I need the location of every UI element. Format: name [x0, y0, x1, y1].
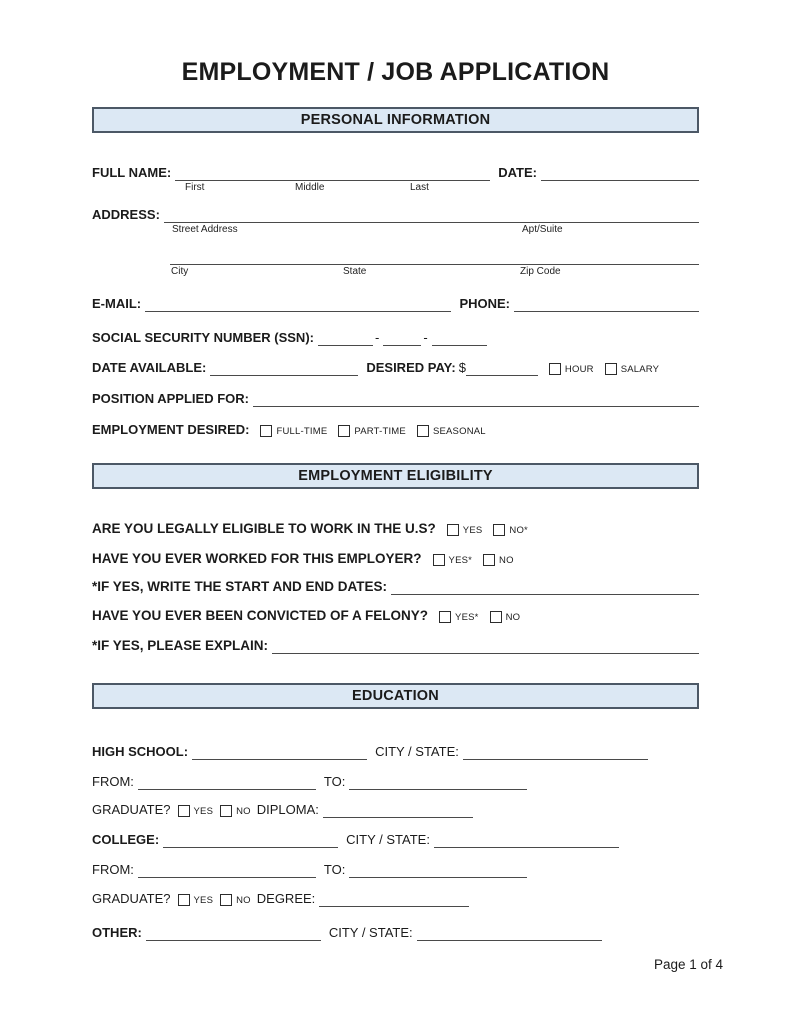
hour-checkbox-icon[interactable]: [549, 363, 561, 375]
worked-no-checkbox-label: NO: [499, 555, 514, 566]
employment-desired-row: [92, 421, 699, 438]
felony-no-checkbox-icon[interactable]: [490, 611, 502, 623]
diploma-input-line[interactable]: [323, 804, 473, 818]
high-school-name-input-line[interactable]: [192, 746, 367, 760]
felony-question-row: [92, 607, 699, 624]
other-education-name-input-line[interactable]: [146, 927, 321, 941]
high-school-graduate-no-checkbox-label: NO: [236, 806, 251, 817]
start-end-dates-input-line[interactable]: [391, 581, 699, 595]
worked-before-question-row: [92, 550, 699, 567]
college-from-input-line[interactable]: [138, 864, 316, 878]
last-name-sublabel: Last: [410, 182, 429, 193]
part-time-checkbox-label: PART-TIME: [354, 426, 406, 437]
college-name-input-line[interactable]: [163, 834, 338, 848]
high-school-label: HIGH SCHOOL:: [92, 744, 189, 759]
section-header-education: EDUCATION: [92, 683, 699, 709]
salary-checkbox-icon[interactable]: [605, 363, 617, 375]
address-label: ADDRESS:: [92, 207, 160, 222]
eligible-to-work-question: ARE YOU LEGALLY ELIGIBLE TO WORK IN THE U.S?: [92, 521, 436, 536]
street-address-sublabel: Street Address: [172, 224, 238, 235]
college-to-input-line[interactable]: [349, 864, 527, 878]
apt-suite-sublabel: Apt/Suite: [522, 224, 563, 235]
college-graduate-no-checkbox[interactable]: [220, 894, 251, 907]
seasonal-checkbox[interactable]: [417, 425, 486, 438]
address-sublabels-row: [92, 223, 699, 236]
college-dates-row: [92, 861, 699, 878]
diploma-label: DIPLOMA:: [256, 802, 319, 817]
college-graduate-yes-checkbox-icon[interactable]: [178, 894, 190, 906]
ssn-part1-input-line[interactable]: [318, 332, 373, 346]
part-time-checkbox[interactable]: [338, 425, 406, 438]
other-city-state-input-line[interactable]: [417, 927, 602, 941]
college-graduate-no-checkbox-label: NO: [236, 895, 251, 906]
other-city-state-label: CITY / STATE:: [328, 925, 413, 940]
ssn-part2-input-line[interactable]: [383, 332, 421, 346]
full-time-checkbox-icon[interactable]: [260, 425, 272, 437]
salary-checkbox[interactable]: [605, 363, 660, 376]
college-city-state-label: CITY / STATE:: [346, 832, 430, 847]
zip-code-sublabel: Zip Code: [520, 266, 561, 277]
felony-explain-input-line[interactable]: [272, 640, 699, 654]
felony-explain-label: *IF YES, PLEASE EXPLAIN:: [92, 638, 269, 653]
phone-input-line[interactable]: [514, 298, 699, 312]
eligible-no-checkbox-icon[interactable]: [493, 524, 505, 536]
worked-before-question: HAVE YOU EVER WORKED FOR THIS EMPLOYER?: [92, 551, 422, 566]
high-school-row: [92, 743, 699, 760]
date-input-line[interactable]: [541, 167, 699, 181]
college-graduate-label: GRADUATE?: [92, 891, 171, 906]
phone-label: PHONE:: [459, 296, 510, 311]
felony-yes-checkbox[interactable]: [439, 611, 479, 624]
start-end-dates-label: *IF YES, WRITE THE START AND END DATES:: [92, 579, 388, 594]
street-address-input-line[interactable]: [164, 209, 699, 223]
date-available-pay-row: [92, 359, 699, 376]
email-input-line[interactable]: [145, 298, 451, 312]
page-number: Page 1 of 4: [653, 957, 723, 972]
ssn-dash-2: -: [423, 330, 428, 345]
date-available-input-line[interactable]: [210, 362, 358, 376]
full-name-input-line[interactable]: [175, 167, 490, 181]
college-row: [92, 831, 699, 848]
position-applied-label: POSITION APPLIED FOR:: [92, 391, 249, 406]
eligible-yes-checkbox-label: YES: [462, 525, 483, 536]
college-label: COLLEGE:: [92, 832, 160, 847]
desired-pay-input-line[interactable]: [466, 362, 538, 376]
worked-yes-checkbox-label: YES*: [448, 555, 473, 566]
college-graduate-row: [92, 890, 699, 907]
eligible-no-checkbox[interactable]: [493, 524, 528, 537]
section-header-employment-eligibility: EMPLOYMENT ELIGIBILITY: [92, 463, 699, 489]
felony-explain-row: [92, 637, 699, 654]
felony-no-checkbox[interactable]: [490, 611, 521, 624]
city-state-zip-sublabels-row: [92, 265, 699, 278]
section-header-personal-information: PERSONAL INFORMATION: [92, 107, 699, 133]
college-graduate-yes-checkbox[interactable]: [178, 894, 214, 907]
dollar-sign: $: [458, 360, 466, 375]
position-applied-input-line[interactable]: [253, 393, 699, 407]
date-label: DATE:: [498, 165, 537, 180]
position-applied-row: [92, 390, 699, 407]
degree-label: DEGREE:: [256, 891, 316, 906]
eligible-no-checkbox-label: NO*: [509, 525, 528, 536]
high-school-graduate-yes-checkbox-label: YES: [193, 806, 214, 817]
worked-no-checkbox-icon[interactable]: [483, 554, 495, 566]
high-school-graduate-no-checkbox-icon[interactable]: [220, 805, 232, 817]
hour-checkbox[interactable]: [549, 363, 594, 376]
ssn-part3-input-line[interactable]: [432, 332, 487, 346]
email-phone-row: [92, 295, 699, 312]
high-school-from-input-line[interactable]: [138, 776, 316, 790]
high-school-graduate-row: [92, 801, 699, 818]
email-label: E-MAIL:: [92, 296, 142, 311]
full-name-label: FULL NAME:: [92, 165, 172, 180]
full-time-checkbox[interactable]: [260, 425, 327, 438]
hour-checkbox-label: HOUR: [564, 364, 594, 375]
seasonal-checkbox-label: SEASONAL: [432, 426, 486, 437]
high-school-graduate-yes-checkbox[interactable]: [178, 805, 214, 818]
high-school-city-state-label: CITY / STATE:: [375, 744, 459, 759]
felony-yes-checkbox-label: YES*: [455, 612, 479, 623]
other-education-label: OTHER:: [92, 925, 142, 940]
salary-checkbox-label: SALARY: [620, 364, 660, 375]
ssn-dash-1: -: [374, 330, 380, 345]
full-name-row: [92, 164, 699, 181]
college-from-label: FROM:: [92, 862, 134, 877]
degree-input-line[interactable]: [319, 893, 469, 907]
employment-desired-label: EMPLOYMENT DESIRED:: [92, 422, 250, 437]
worked-yes-checkbox[interactable]: [433, 554, 473, 567]
form-content: [92, 0, 699, 941]
college-city-state-input-line[interactable]: [434, 834, 619, 848]
high-school-to-label: TO:: [323, 774, 346, 789]
high-school-graduate-label: GRADUATE?: [92, 802, 171, 817]
high-school-graduate-yes-checkbox-icon[interactable]: [178, 805, 190, 817]
felony-no-checkbox-label: NO: [505, 612, 521, 623]
high-school-from-label: FROM:: [92, 774, 134, 789]
city-sublabel: City: [171, 266, 189, 277]
ssn-row: [92, 329, 699, 346]
high-school-to-input-line[interactable]: [349, 776, 527, 790]
felony-question: HAVE YOU EVER BEEN CONVICTED OF A FELONY?: [92, 608, 429, 623]
ssn-label: SOCIAL SECURITY NUMBER (SSN):: [92, 330, 314, 345]
eligible-yes-checkbox[interactable]: [447, 524, 483, 537]
city-state-zip-row: [92, 248, 699, 265]
city-state-zip-input-line[interactable]: [170, 251, 699, 265]
page-title: EMPLOYMENT / JOB APPLICATION: [181, 58, 610, 86]
start-end-dates-row: [92, 578, 699, 595]
middle-name-sublabel: Middle: [295, 182, 325, 193]
name-sublabels-row: [92, 181, 699, 194]
seasonal-checkbox-icon[interactable]: [417, 425, 429, 437]
college-graduate-no-checkbox-icon[interactable]: [220, 894, 232, 906]
desired-pay-label: DESIRED PAY:: [366, 360, 456, 375]
high-school-city-state-input-line[interactable]: [463, 746, 648, 760]
part-time-checkbox-icon[interactable]: [338, 425, 350, 437]
worked-no-checkbox[interactable]: [483, 554, 514, 567]
full-time-checkbox-label: FULL-TIME: [276, 426, 328, 437]
worked-yes-checkbox-icon[interactable]: [433, 554, 445, 566]
other-education-row: [92, 924, 699, 941]
high-school-dates-row: [92, 773, 699, 790]
first-name-sublabel: First: [185, 182, 205, 193]
eligible-yes-checkbox-icon[interactable]: [447, 524, 459, 536]
eligible-to-work-question-row: [92, 520, 699, 537]
state-sublabel: State: [343, 266, 367, 277]
date-available-label: DATE AVAILABLE:: [92, 360, 207, 375]
felony-yes-checkbox-icon[interactable]: [439, 611, 451, 623]
college-to-label: TO:: [323, 862, 346, 877]
high-school-graduate-no-checkbox[interactable]: [220, 805, 251, 818]
college-graduate-yes-checkbox-label: YES: [193, 895, 214, 906]
address-row: [92, 206, 699, 223]
